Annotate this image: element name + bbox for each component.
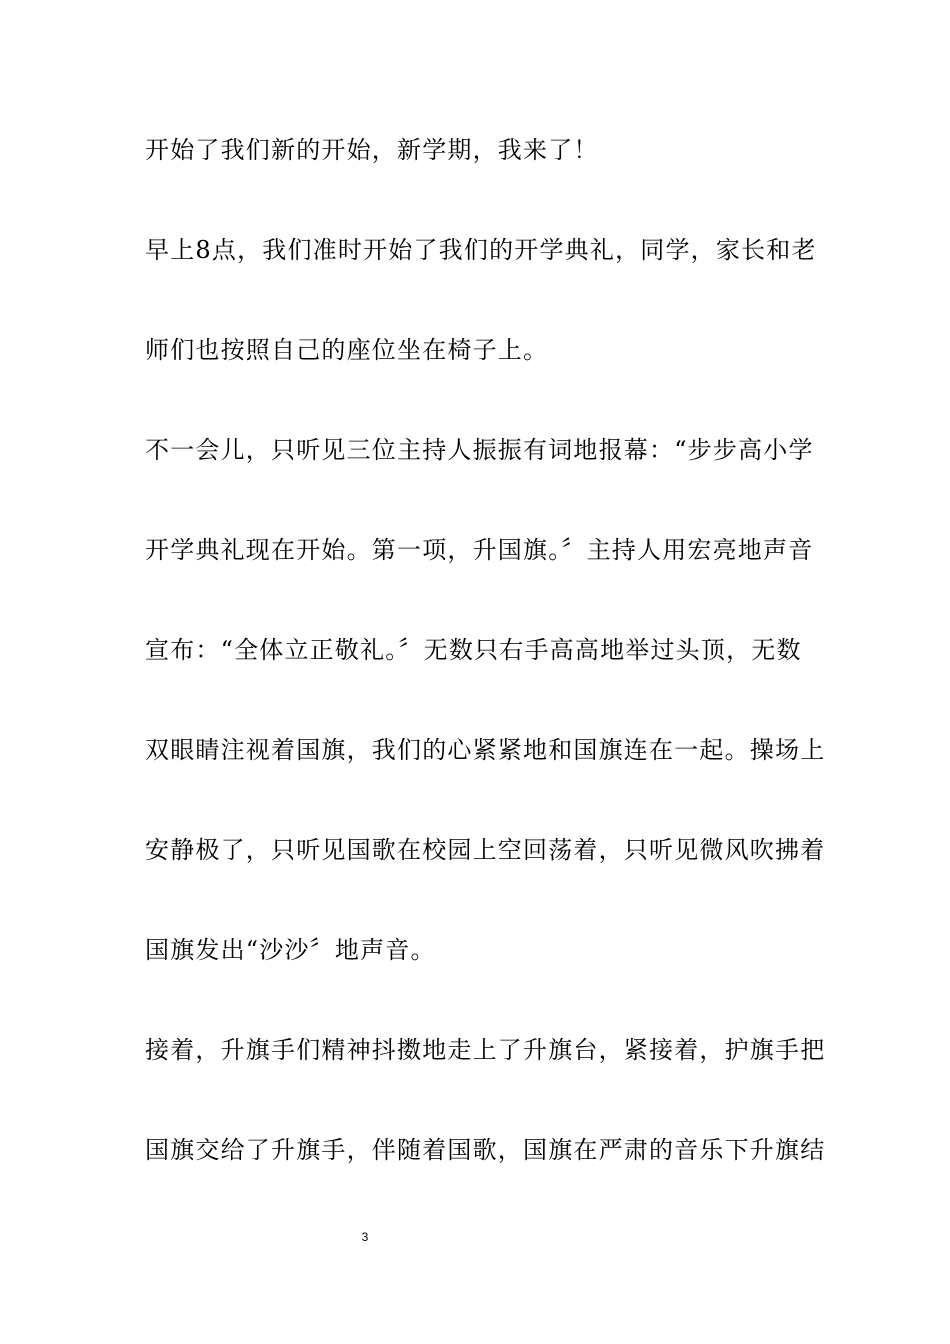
text-line: 宣布：“全体立正敬礼。〞无数只右手高高地举过头顶，无数 [145,636,802,664]
text-line: 开始了我们新的开始，新学期，我来了！ [145,136,599,164]
text-line: 国旗交给了升旗手，伴随着国歌，国旗在严肃的音乐下升旗结 [145,1136,826,1164]
text-line: 双眼睛注视着国旗，我们的心紧紧地和国旗连在一起。操场上 [145,736,826,764]
text-line: 早上8点，我们准时开始了我们的开学典礼，同学，家长和老 [145,236,817,264]
text-line: 师们也按照自己的座位坐在椅子上。 [145,336,549,364]
page-number: 3 [361,1230,369,1244]
text-line: 开学典礼现在开始。第一项，升国旗。〞主持人用宏亮地声音 [145,536,814,564]
text-line: 不一会儿，只听见三位主持人振振有词地报幕：“步步高小学 [145,436,814,464]
text-line: 国旗发出“沙沙〞地声音。 [145,936,436,964]
text-line: 接着，升旗手们精神抖擞地走上了升旗台，紧接着，护旗手把 [145,1036,826,1064]
text-line: 安静极了，只听见国歌在校园上空回荡着，只听见微风吹拂着 [145,836,826,864]
